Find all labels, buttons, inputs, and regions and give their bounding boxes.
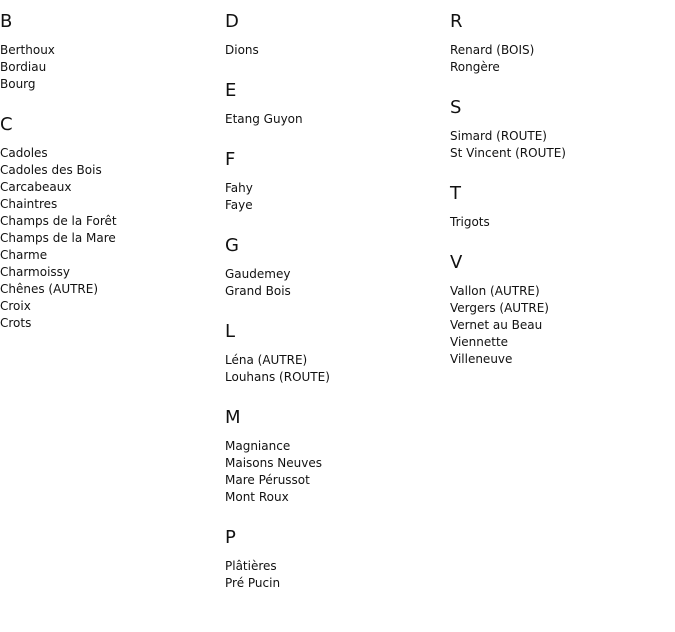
name-link[interactable]: St Vincent (ROUTE) (450, 146, 566, 160)
letter-heading: P (225, 527, 236, 548)
name-link[interactable]: Maisons Neuves (225, 456, 323, 470)
name-link[interactable]: Gaudemey (225, 267, 291, 281)
name-link[interactable]: Bordiau (0, 60, 47, 74)
name-link[interactable]: Grand Bois (225, 284, 291, 298)
name-link[interactable]: Louhans (ROUTE) (225, 370, 330, 384)
name-list (225, 558, 450, 592)
letter-heading: B (0, 11, 13, 32)
name-list (225, 438, 450, 506)
name-link[interactable]: Berthoux (0, 43, 55, 57)
name-link[interactable]: Chaintres (0, 197, 58, 211)
name-link[interactable]: Trigots (450, 215, 490, 229)
name-link[interactable]: Renard (BOIS) (450, 43, 535, 57)
letter-group (225, 10, 450, 59)
name-link[interactable]: Croix (0, 299, 31, 313)
name-link[interactable]: Vernet au Beau (450, 318, 543, 332)
name-link[interactable]: Magniance (225, 439, 291, 453)
letter-heading: R (450, 11, 463, 32)
letter-group (225, 406, 450, 506)
name-list (225, 352, 450, 386)
letter-group (225, 148, 450, 214)
name-link[interactable]: Etang Guyon (225, 112, 303, 126)
name-link[interactable]: Crots (0, 316, 32, 330)
letter-group (0, 10, 225, 93)
name-link[interactable]: Mare Pérussot (225, 473, 310, 487)
letter-heading: T (450, 183, 461, 204)
letter-heading: D (225, 11, 239, 32)
name-list (450, 42, 675, 76)
letter-group (450, 182, 675, 231)
name-list (225, 42, 450, 59)
name-link[interactable]: Carcabeaux (0, 180, 72, 194)
name-link[interactable]: Charmoissy (0, 265, 71, 279)
name-link[interactable]: Faye (225, 198, 253, 212)
name-link[interactable]: Plâtières (225, 559, 277, 573)
letter-heading: F (225, 149, 236, 170)
letter-group (0, 113, 225, 332)
name-link[interactable]: Rongère (450, 60, 500, 74)
index-column-1 (0, 10, 225, 352)
name-list (225, 111, 450, 128)
name-link[interactable]: Villeneuve (450, 352, 513, 366)
letter-group (225, 526, 450, 592)
name-link[interactable]: Viennette (450, 335, 509, 349)
name-link[interactable]: Léna (AUTRE) (225, 353, 308, 367)
letter-heading: E (225, 80, 237, 101)
letter-heading: G (225, 235, 239, 256)
name-link[interactable]: Dions (225, 43, 259, 57)
name-link[interactable]: Chênes (AUTRE) (0, 282, 99, 296)
letter-heading: C (0, 114, 13, 135)
name-link[interactable]: Charme (0, 248, 48, 262)
letter-heading: M (225, 407, 241, 428)
index-column-2 (225, 10, 450, 612)
letter-group (450, 10, 675, 76)
name-list (450, 128, 675, 162)
name-list (225, 266, 450, 300)
name-list (0, 145, 225, 332)
index-column-3 (450, 10, 675, 388)
name-link[interactable]: Champs de la Forêt (0, 214, 117, 228)
name-link[interactable]: Cadoles (0, 146, 48, 160)
letter-group (225, 79, 450, 128)
name-list (225, 180, 450, 214)
name-list (0, 42, 225, 93)
letter-group (450, 96, 675, 162)
name-link[interactable]: Simard (ROUTE) (450, 129, 547, 143)
name-list (450, 214, 675, 231)
name-link[interactable]: Vergers (AUTRE) (450, 301, 549, 315)
name-link[interactable]: Bourg (0, 77, 36, 91)
name-link[interactable]: Vallon (AUTRE) (450, 284, 540, 298)
name-link[interactable]: Cadoles des Bois (0, 163, 102, 177)
name-link[interactable]: Fahy (225, 181, 253, 195)
letter-group (225, 234, 450, 300)
letter-heading: L (225, 321, 236, 342)
letter-group (225, 320, 450, 386)
letter-heading: V (450, 252, 463, 273)
name-link[interactable]: Champs de la Mare (0, 231, 116, 245)
name-link[interactable]: Pré Pucin (225, 576, 281, 590)
name-list (450, 283, 675, 368)
letter-group (450, 251, 675, 368)
name-link[interactable]: Mont Roux (225, 490, 289, 504)
letter-heading: S (450, 97, 462, 118)
